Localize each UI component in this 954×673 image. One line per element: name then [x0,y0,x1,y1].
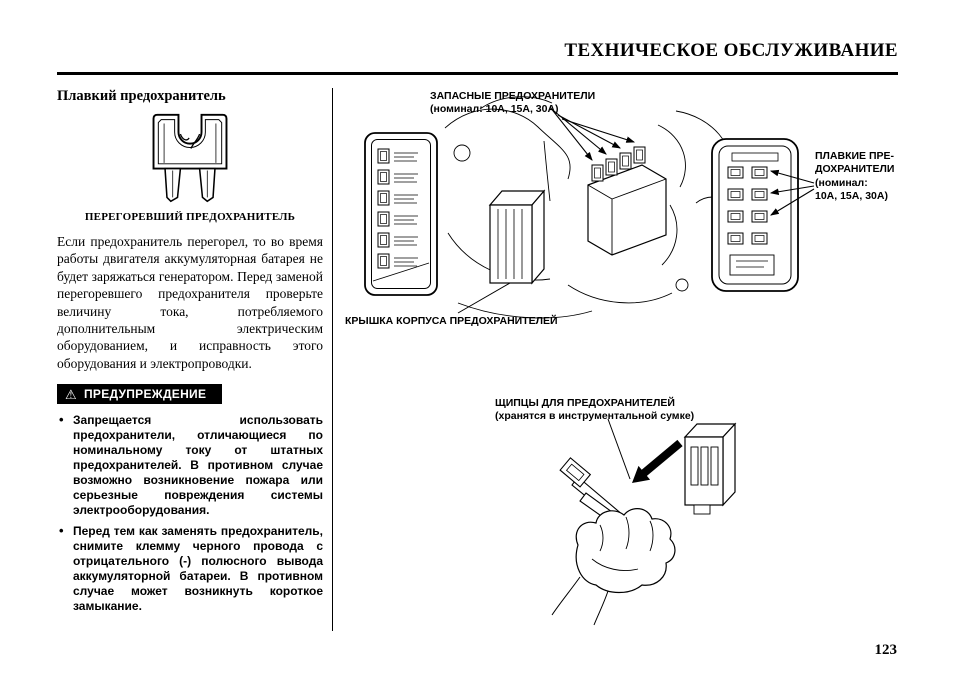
blown-fuse-illustration [132,111,248,207]
warning-item-2: • Перед тем как заменять предохранитель, снимите клемму черного провода с отрицательного (-) полюсного вывода аккумуляторной батареи. В противном случае может возникнуть короткое замыкание. [57,524,323,614]
fuses-label-line1: ПЛАВКИЕ ПРЕ- [815,150,895,162]
fusebox-cover [490,191,544,283]
header-rule [57,72,898,75]
fuses-label-line4: 10А, 15А, 30А) [815,190,888,203]
spare-fuse-connector [588,147,666,255]
column-divider [332,88,333,631]
spare-fuses-label-line1: ЗАПАСНЫЕ ПРЕДОХРАНИТЕЛИ [430,90,596,102]
fuse-panel [365,133,437,295]
fuses-label-line2: ДОХРАНИТЕЛИ [815,163,895,176]
fuse-paragraph: Если предохранитель перегорел, то во время работы двигателя аккумуляторная батарея не будет заряжаться генератором. Перед заменой перегоревшего предохранителя проверьте величину тока, потребляемого дополнительным электрическим оборудованием, и исправность этого оборудования и электропроводки. [57,234,323,371]
warning-list [57,413,323,614]
warning-header [57,384,222,404]
fuse-pullers-label-line2: (хранятся в инструментальной сумке) [495,410,695,423]
fuses-label-line3: (номинал: [815,176,868,189]
hand [552,509,675,625]
left-column [57,88,323,620]
blown-fuse-caption: ПЕРЕГОРЕВШИЙ ПРЕДОХРАНИТЕЛЬ [84,211,296,223]
warning-item-1: • Запрещается использовать предохранители, отличающиеся по номинальному току от штатных предохранителей. В противном случае возможно возникновение пожара или серьезные повреждения системы электрооборудования. [57,413,323,518]
spare-fuses-label-line2: (номинал: 10А, 15А, 30А) [430,103,559,116]
warning-triangle-icon: ⚠ [65,386,77,402]
fuse-pullers-label [495,397,694,424]
fusebox-illustration [340,83,905,345]
pullers-leader-line [608,419,630,479]
warning-title: ПРЕДУПРЕЖДЕНИЕ [83,387,207,402]
page-header-title: ТЕХНИЧЕСКОЕ ОБСЛУЖИВАНИЕ [564,40,898,61]
spare-fuses-label [430,90,595,117]
fuses-label [815,150,894,204]
page-number: 123 [874,642,897,658]
direction-arrow [632,440,683,483]
relay-block [685,424,735,514]
fusebox-cover-label: КРЫШКА КОРПУСА ПРЕДОХРАНИТЕЛЕЙ [345,315,558,327]
fuse-pullers-illustration [480,393,810,638]
cover-leader-line [458,283,510,313]
fuse-box [712,139,798,291]
fuse-pullers-label-line1: ЩИПЦЫ ДЛЯ ПРЕДОХРАНИТЕЛЕЙ [495,397,675,409]
section-heading: Плавкий предохранитель [57,88,226,104]
